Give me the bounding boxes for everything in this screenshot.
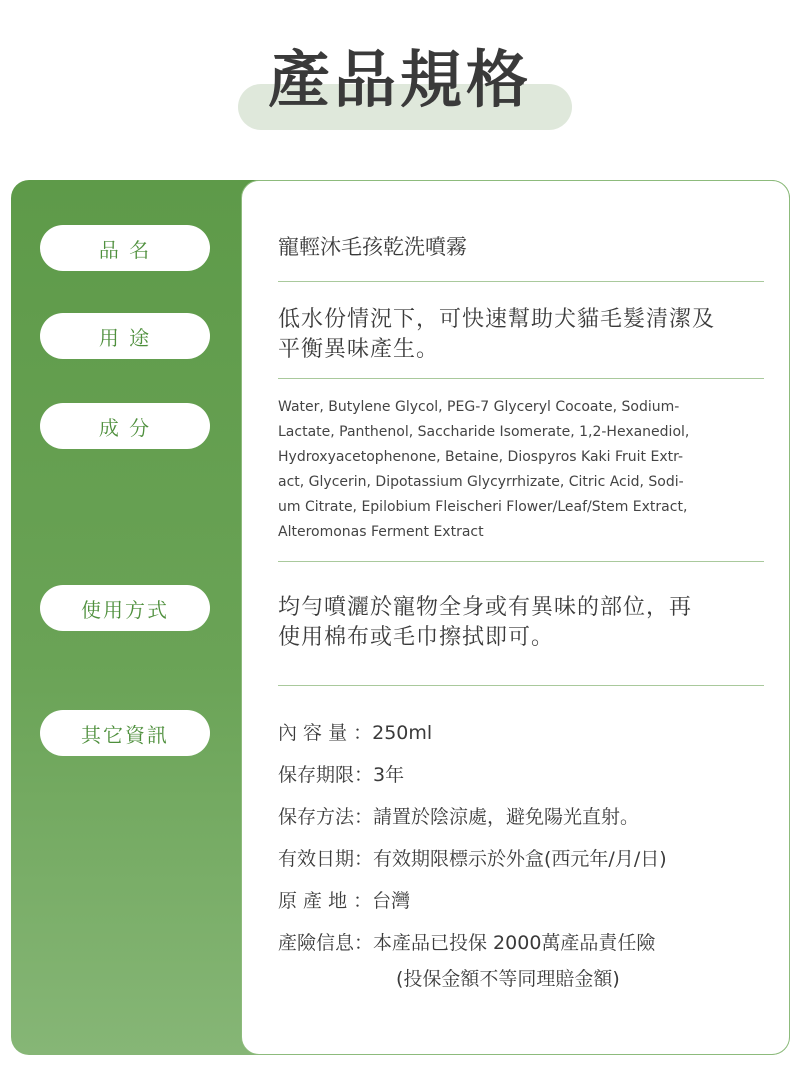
ingredients-line: Hydroxyacetophenone, Betaine, Diospyros Kaki Fruit Extr- [278, 449, 684, 465]
divider [278, 378, 764, 379]
use-line-1: 低水份情況下，可快速幫助犬貓毛髮清潔及 [278, 307, 716, 332]
page-title: 產品規格 [267, 43, 532, 116]
info-value: 3年 [373, 764, 405, 786]
info-row [278, 928, 655, 958]
divider [278, 561, 764, 562]
info-value: 台灣 [372, 890, 411, 912]
label-usage: 使用方式 [40, 585, 210, 631]
info-row [278, 802, 639, 832]
label-name: 品 名 [40, 225, 210, 271]
info-row [278, 760, 404, 790]
label-other: 其它資訊 [40, 710, 210, 756]
use-line-2: 平衡異味產生。 [278, 337, 440, 362]
title-section [0, 0, 800, 150]
info-value: 請置於陰涼處，避免陽光直射。 [373, 806, 640, 828]
usage-line-1: 均勻噴灑於寵物全身或有異味的部位，再 [278, 595, 693, 620]
info-key: 產險信息： [278, 932, 374, 954]
info-key: 保存期限： [278, 764, 374, 786]
info-key: 原 產 地 ： [278, 890, 373, 912]
ingredients-line: Water, Butylene Glycol, PEG-7 Glyceryl Cocoate, Sodium- [278, 399, 680, 415]
divider [278, 281, 764, 282]
label-ingredients: 成 分 [40, 403, 210, 449]
ingredients-line: um Citrate, Epilobium Fleischeri Flower/Leaf/Stem Extract, [278, 499, 688, 515]
info-key: 保存方法： [278, 806, 374, 828]
info-key: 有效日期： [278, 848, 374, 870]
ingredients-line: act, Glycerin, Dipotassium Glycyrrhizate, Citric Acid, Sodi- [278, 474, 684, 490]
insurance-note: (投保金額不等同理賠金額) [396, 968, 620, 990]
info-key: 內 容 量 ： [278, 722, 373, 744]
usage-line-2: 使用棉布或毛巾擦拭即可。 [278, 625, 555, 650]
divider [278, 685, 764, 686]
info-row [278, 844, 667, 874]
info-value: 250ml [372, 722, 433, 744]
info-value: 本產品已投保 2000萬產品責任險 [373, 932, 656, 954]
ingredients-line: Lactate, Panthenol, Saccharide Isomerate, 1,2-Hexanediol, [278, 424, 690, 440]
ingredients-line: Alteromonas Ferment Extract [278, 524, 484, 540]
label-use: 用 途 [40, 313, 210, 359]
info-row [278, 718, 432, 748]
product-name: 寵輕沐毛孩乾洗噴霧 [278, 235, 467, 259]
info-value: 有效期限標示於外盒(西元年/月/日) [373, 848, 667, 870]
info-row [278, 886, 410, 916]
spec-card [11, 180, 790, 1055]
